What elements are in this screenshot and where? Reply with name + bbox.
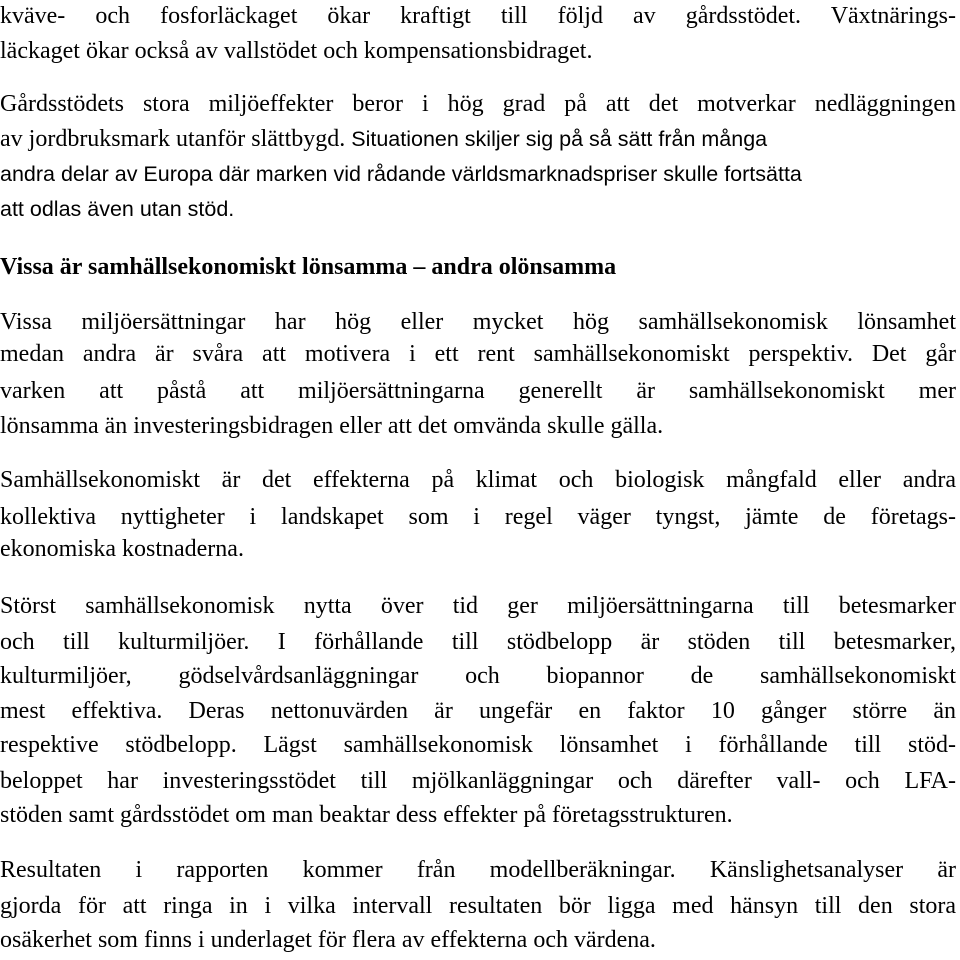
paragraph-1-line-2: läckaget ökar också av vallstödet och kompensationsbidraget. <box>0 38 593 64</box>
paragraph-5-line-1: Störst samhällsekonomisk nytta över tid ger miljöersättningarna till betesmarker <box>0 593 956 619</box>
paragraph-2-line-4: att odlas även utan stöd. <box>0 197 235 221</box>
paragraph-6-line-3: osäkerhet som finns i underlaget för flera av effekterna och värdena. <box>0 927 656 953</box>
paragraph-4-line-2: kollektiva nyttigheter i landskapet som i regel väger tyngst, jämte de företags- <box>0 504 956 530</box>
paragraph-5-line-3: kulturmiljöer, gödselvårdsanläggningar och biopannor de samhällsekonomiskt <box>0 663 956 689</box>
paragraph-4-line-3: ekonomiska kostnaderna. <box>0 536 244 562</box>
paragraph-5-line-5: respektive stödbelopp. Lägst samhällsekonomisk lönsamhet i förhållande till stöd- <box>0 732 956 758</box>
paragraph-1-line-1: kväve- och fosforläckaget ökar kraftigt till följd av gårdsstödet. Växtnärings- <box>0 3 956 29</box>
paragraph-2-line-3: andra delar av Europa där marken vid rådande världsmarknadspriser skulle fortsätta <box>0 162 802 186</box>
paragraph-5-line-4: mest effektiva. Deras nettonuvärden är ungefär en faktor 10 gånger större än <box>0 698 956 724</box>
paragraph-2-line-2 <box>0 124 956 154</box>
paragraph-3-line-2: medan andra är svåra att motivera i ett rent samhällsekonomiskt perspektiv. Det går <box>0 341 956 367</box>
paragraph-5-line-6: beloppet har investeringsstödet till mjölkanläggningar och därefter vall- och LFA- <box>0 768 956 794</box>
section-heading: Vissa är samhällsekonomiskt lönsamma – andra olönsamma <box>0 254 617 280</box>
paragraph-2-line-1: Gårdsstödets stora miljöeffekter beror i hög grad på att det motverkar nedläggningen <box>0 91 956 117</box>
paragraph-2-line-2-serif: av jordbruksmark utanför slättbygd. <box>0 126 346 152</box>
paragraph-2-line-2-sans: Situationen skiljer sig på så sätt från många <box>345 127 768 151</box>
paragraph-5-line-2: och till kulturmiljöer. I förhållande till stödbelopp är stöden till betesmarker, <box>0 629 956 655</box>
paragraph-3-line-4: lönsamma än investeringsbidragen eller att det omvända skulle gälla. <box>0 413 664 439</box>
paragraph-6-line-2: gjorda för att ringa in i vilka intervall resultaten bör ligga med hänsyn till den stora <box>0 893 956 919</box>
paragraph-4-line-1: Samhällsekonomiskt är det effekterna på klimat och biologisk mångfald eller andra <box>0 467 956 493</box>
paragraph-6-line-1: Resultaten i rapporten kommer från modellberäkningar. Känslighetsanalyser är <box>0 857 956 883</box>
paragraph-3-line-3: varken att påstå att miljöersättningarna generellt är samhällsekonomiskt mer <box>0 378 956 404</box>
paragraph-5-line-7: stöden samt gårdsstödet om man beaktar dess effekter på företagsstrukturen. <box>0 802 733 828</box>
paragraph-3-line-1: Vissa miljöersättningar har hög eller mycket hög samhällsekonomisk lönsamhet <box>0 309 956 335</box>
